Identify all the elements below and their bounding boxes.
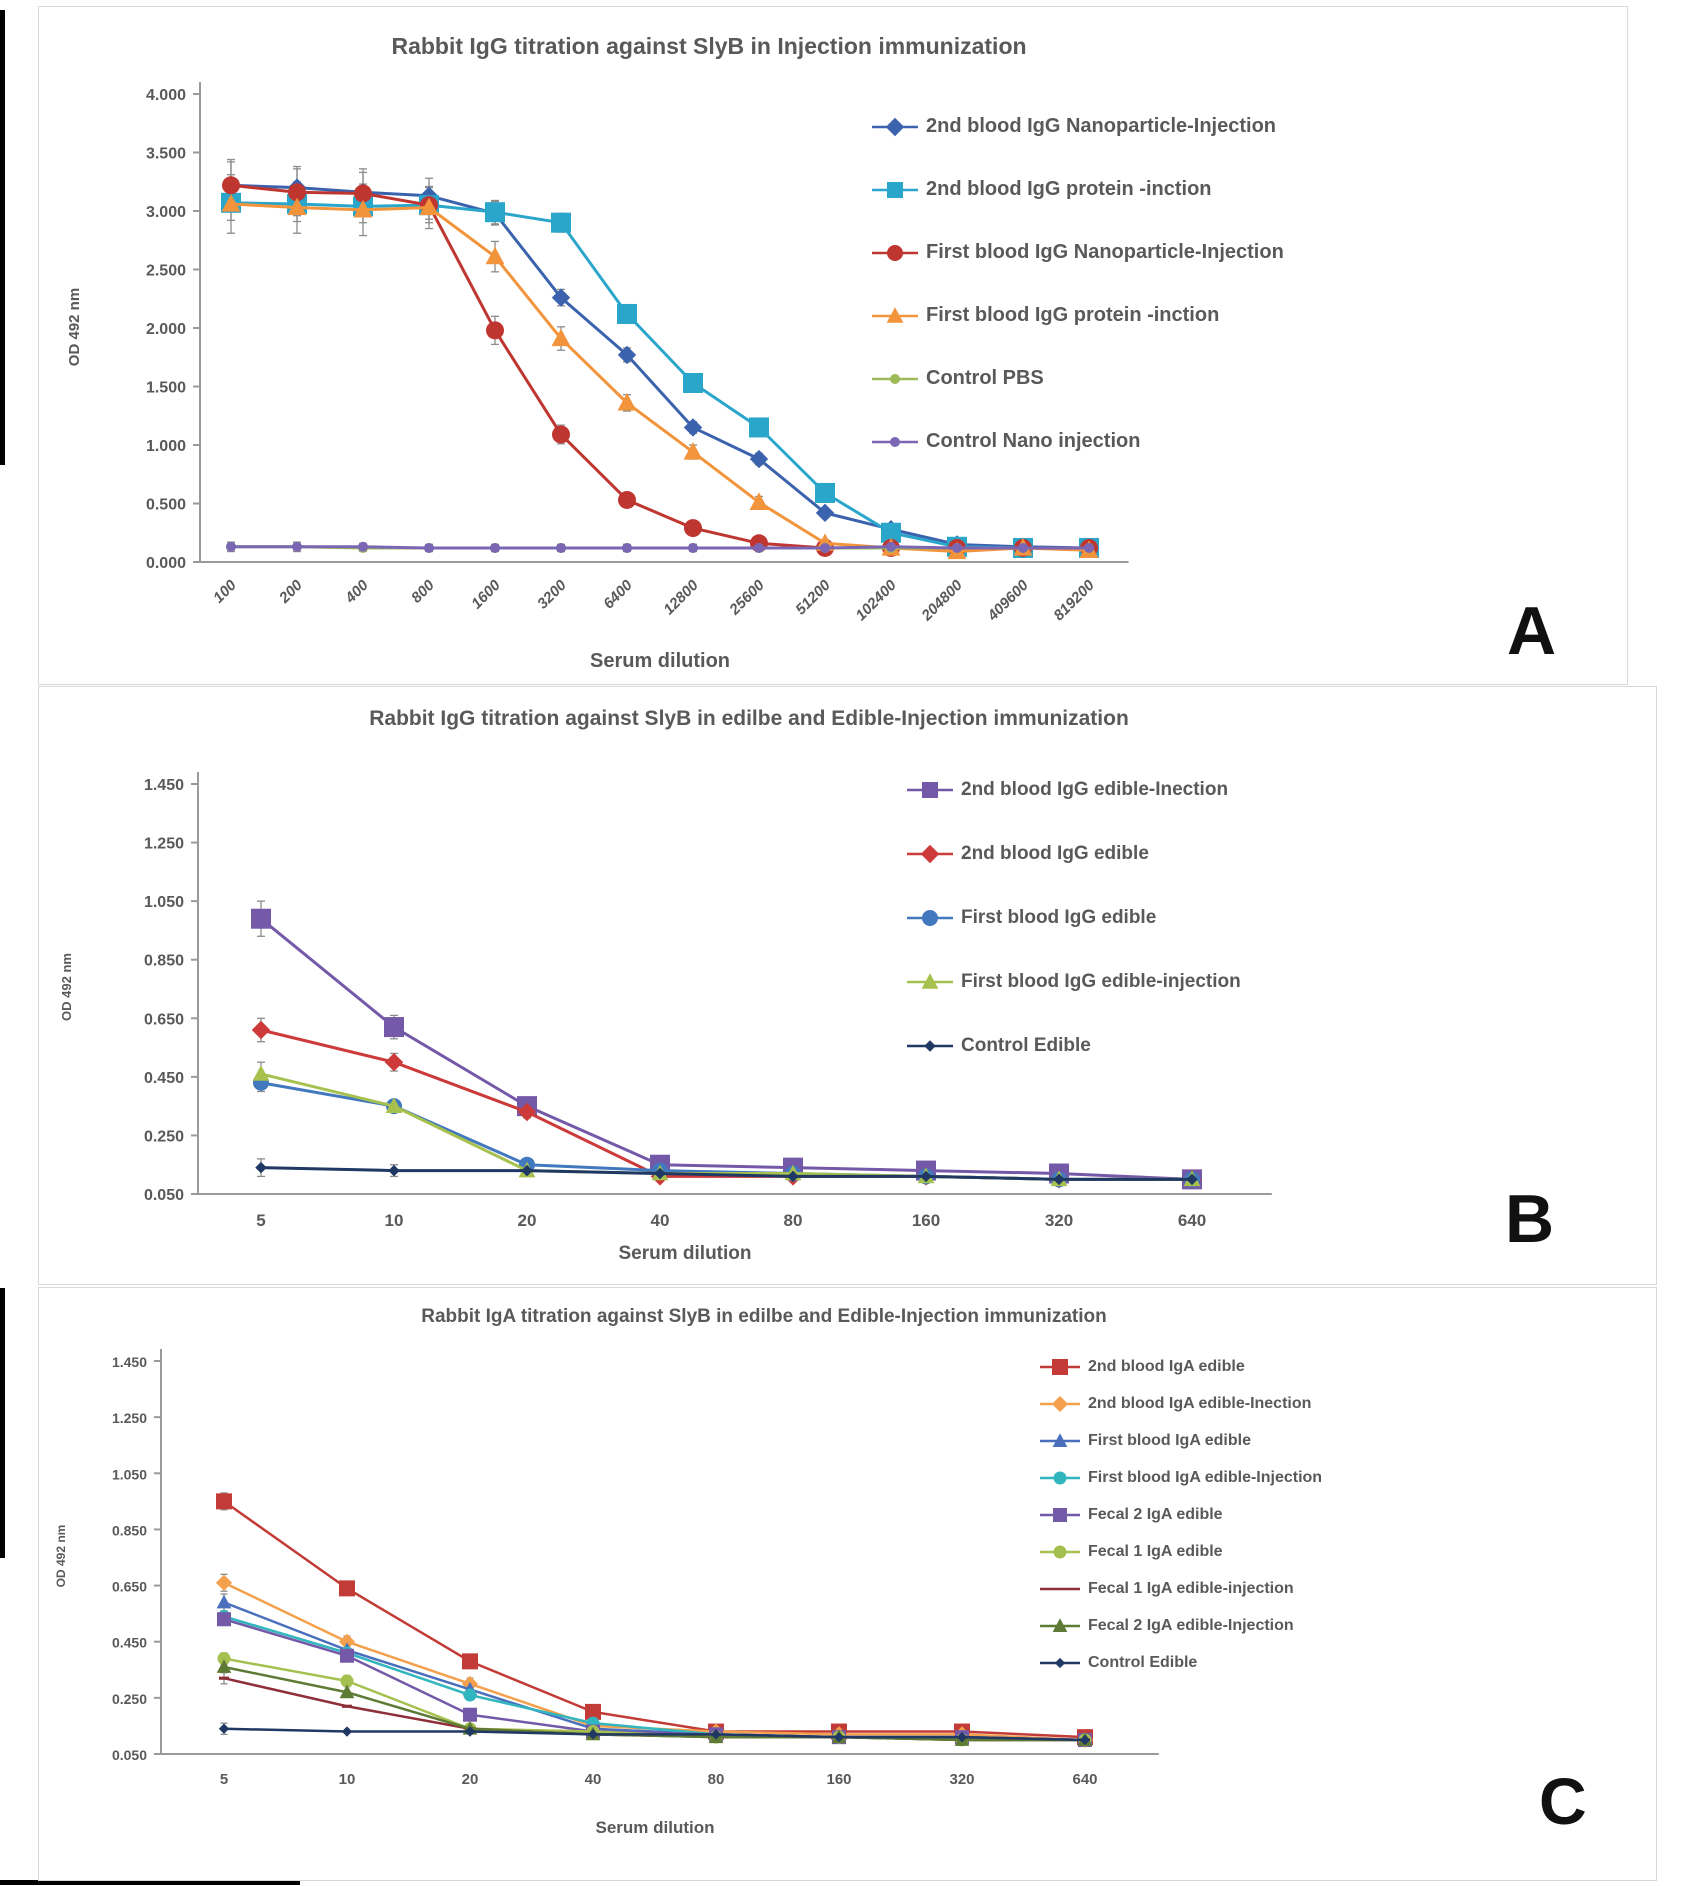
legend-item — [906, 843, 1241, 865]
legend-label: Fecal 2 IgA edible — [1088, 1506, 1223, 1523]
series-marker — [253, 1065, 270, 1081]
chart-c — [39, 1288, 1656, 1885]
legend-label: Control Nano injection — [926, 430, 1141, 452]
legend-item — [1039, 1580, 1322, 1598]
legend-marker-icon — [1039, 1580, 1081, 1598]
y-tick-label: 1.250 — [143, 835, 184, 853]
series-marker — [485, 202, 505, 222]
series-marker — [887, 245, 903, 261]
legend-marker-icon — [1039, 1543, 1081, 1561]
series-marker — [815, 483, 835, 503]
legend-marker-icon — [1039, 1432, 1081, 1450]
series-marker — [924, 1040, 936, 1052]
legend-marker-icon — [871, 242, 919, 264]
series-marker — [750, 492, 769, 510]
panel-c — [38, 1287, 1657, 1881]
series-marker — [424, 543, 434, 553]
y-tick-label: 0.050 — [143, 1187, 184, 1204]
legend-marker-icon — [906, 843, 954, 865]
series-marker — [222, 176, 240, 194]
series-marker — [340, 1649, 354, 1663]
panel-letter-b: B — [1505, 1181, 1555, 1257]
series-marker — [464, 1689, 477, 1702]
x-tick-label: 40 — [650, 1211, 670, 1230]
legend-label: 2nd blood IgG protein -inction — [926, 178, 1212, 200]
chart-a — [39, 7, 1627, 689]
y-tick-label: 3.500 — [145, 145, 186, 163]
x-tick-label: 51200 — [792, 576, 834, 619]
x-tick-label: 80 — [783, 1211, 803, 1230]
legend-marker-icon — [1039, 1395, 1081, 1413]
legend-item — [871, 430, 1284, 453]
chart-b — [39, 687, 1656, 1289]
series-marker — [339, 1580, 355, 1596]
series-marker — [890, 437, 900, 447]
series-marker — [486, 321, 504, 339]
x-tick-label: 3200 — [534, 576, 570, 613]
legend-item — [1039, 1654, 1322, 1672]
series-marker — [684, 442, 703, 460]
series-marker — [622, 543, 632, 553]
legend-item — [906, 907, 1241, 929]
series-marker — [754, 543, 764, 553]
series-marker — [683, 373, 703, 393]
legend-marker-icon — [906, 1035, 954, 1057]
legend-marker-icon — [1039, 1654, 1081, 1672]
legend-item — [906, 971, 1241, 993]
x-tick-label: 204800 — [918, 576, 966, 625]
legend-label: Control Edible — [1088, 1654, 1198, 1671]
y-tick-label: 0.650 — [143, 1011, 184, 1029]
series-marker — [486, 247, 505, 265]
series-marker — [217, 1612, 231, 1626]
legend-label: Fecal 2 IgA edible-Injection — [1088, 1617, 1294, 1634]
series-marker — [921, 845, 939, 863]
series-marker — [354, 184, 372, 202]
x-tick-label: 640 — [1072, 1771, 1098, 1788]
x-tick-label: 25600 — [726, 576, 768, 619]
x-tick-label: 409600 — [984, 576, 1032, 625]
series-marker — [342, 1726, 352, 1736]
x-tick-label: 80 — [707, 1771, 725, 1788]
series-marker — [551, 213, 571, 233]
chart-title-c: Rabbit IgA titration against SlyB in edilbe and Edible-Injection immunization — [421, 1306, 1107, 1327]
x-tick-label: 100 — [210, 576, 240, 607]
legend-marker-icon — [871, 368, 919, 390]
x-tick-label: 200 — [276, 576, 306, 607]
x-tick-label: 10 — [384, 1211, 404, 1230]
series-marker — [1052, 1359, 1068, 1375]
y-tick-label: 1.450 — [143, 777, 184, 794]
x-tick-label: 20 — [517, 1211, 537, 1230]
series-marker — [292, 542, 302, 552]
legend-label: 2nd blood IgA edible — [1088, 1358, 1245, 1375]
y-axis-label: OD 492 nm — [54, 1524, 68, 1588]
series-marker — [749, 417, 769, 437]
series-line — [224, 1602, 1085, 1740]
y-tick-label: 0.500 — [145, 496, 186, 514]
series-marker — [617, 304, 637, 324]
legend-a — [871, 115, 1284, 453]
chart-title-a: Rabbit IgG titration against SlyB in Injection immunization — [391, 33, 1027, 59]
x-tick-label: 160 — [826, 1771, 852, 1788]
x-tick-label: 20 — [461, 1771, 479, 1788]
y-tick-label: 1.050 — [111, 1466, 147, 1483]
series-marker — [384, 1017, 404, 1037]
series-marker — [216, 1575, 232, 1591]
x-tick-label: 10 — [338, 1771, 356, 1788]
legend-item — [871, 367, 1284, 390]
x-tick-label: 102400 — [852, 576, 900, 625]
legend-marker-icon — [1039, 1506, 1081, 1524]
chart-canvas — [39, 1288, 1656, 1880]
series-marker — [385, 1053, 403, 1071]
series-marker — [886, 117, 904, 135]
series-marker — [1055, 1658, 1065, 1668]
legend-item — [1039, 1395, 1322, 1413]
legend-marker-icon — [1039, 1617, 1081, 1635]
x-axis-label: Serum dilution — [595, 1818, 715, 1837]
x-tick-label: 320 — [949, 1771, 975, 1788]
series-marker — [886, 542, 896, 552]
series-marker — [251, 909, 271, 929]
legend-marker-icon — [871, 431, 919, 453]
x-tick-label: 40 — [584, 1771, 602, 1788]
legend-item — [871, 178, 1284, 201]
series-marker — [1054, 1546, 1067, 1559]
legend-item — [1039, 1432, 1322, 1450]
x-tick-label: 640 — [1177, 1211, 1207, 1230]
x-tick-label: 320 — [1044, 1211, 1074, 1230]
legend-label: Control Edible — [961, 1035, 1091, 1056]
legend-item — [1039, 1358, 1322, 1376]
y-tick-label: 4.000 — [145, 87, 186, 104]
y-tick-label: 3.000 — [145, 204, 186, 221]
series-marker — [1054, 1472, 1067, 1485]
y-tick-label: 0.050 — [111, 1747, 147, 1763]
series-marker — [922, 782, 938, 798]
legend-marker-icon — [906, 779, 954, 801]
legend-label: 2nd blood IgG Nanoparticle-Injection — [926, 115, 1277, 137]
legend-label: 2nd blood IgG edible — [961, 843, 1149, 864]
series-marker — [552, 425, 570, 443]
y-tick-label: 0.450 — [143, 1069, 184, 1087]
series-marker — [252, 1021, 270, 1039]
x-tick-label: 1600 — [468, 576, 504, 613]
y-tick-label: 0.850 — [111, 1522, 147, 1539]
series-marker — [255, 1162, 267, 1174]
legend-item — [871, 241, 1284, 264]
series-marker — [618, 491, 636, 509]
chart-canvas — [39, 7, 1627, 684]
legend-item — [1039, 1543, 1322, 1561]
y-tick-label: 0.250 — [143, 1128, 184, 1146]
x-tick-label: 5 — [256, 1211, 266, 1230]
y-tick-label: 0.250 — [111, 1690, 147, 1707]
legend-item — [871, 115, 1284, 138]
y-tick-label: 1.500 — [145, 379, 186, 397]
series-marker — [887, 182, 903, 198]
legend-marker-icon — [906, 907, 954, 929]
series-marker — [463, 1708, 477, 1722]
series-marker — [1052, 1396, 1068, 1412]
series-marker — [490, 543, 500, 553]
legend-marker-icon — [871, 116, 919, 138]
legend-b — [906, 779, 1241, 1057]
legend-label: Fecal 1 IgA edible-injection — [1088, 1580, 1294, 1597]
x-tick-label: 6400 — [600, 576, 636, 613]
legend-label: First blood IgG edible — [961, 907, 1157, 928]
legend-item — [1039, 1469, 1322, 1487]
chart-title-b: Rabbit IgG titration against SlyB in edilbe and Edible-Injection immunization — [369, 707, 1129, 730]
series-marker — [1084, 543, 1094, 553]
y-tick-label: 2.000 — [145, 321, 186, 338]
x-tick-label: 819200 — [1050, 576, 1098, 625]
series-marker — [688, 543, 698, 553]
series-marker — [219, 1677, 229, 1680]
x-tick-label: 160 — [911, 1211, 941, 1230]
y-tick-label: 2.500 — [145, 262, 186, 280]
legend-item — [906, 1035, 1241, 1057]
series-marker — [388, 1165, 400, 1177]
legend-label: First blood IgA edible — [1088, 1432, 1251, 1449]
series-marker — [684, 519, 702, 537]
x-tick-label: 5 — [219, 1771, 229, 1788]
legend-label: 2nd blood IgA edible-Inection — [1088, 1395, 1312, 1412]
series-marker — [820, 543, 830, 553]
x-axis-label: Serum dilution — [618, 1243, 752, 1264]
scan-artifact-left-top — [0, 10, 5, 465]
series-marker — [556, 543, 566, 553]
x-axis-label: Serum dilution — [590, 650, 730, 672]
x-tick-label: 400 — [342, 576, 372, 607]
series-marker — [342, 1705, 352, 1708]
legend-label: 2nd blood IgG edible-Inection — [961, 779, 1229, 800]
series-marker — [952, 543, 962, 553]
legend-c — [1039, 1358, 1322, 1672]
y-tick-label: 0.650 — [111, 1578, 147, 1595]
chart-canvas — [39, 687, 1656, 1284]
legend-item — [1039, 1506, 1322, 1524]
series-marker — [358, 542, 368, 552]
series-marker — [890, 374, 900, 384]
series-marker — [217, 1595, 232, 1609]
legend-item — [906, 779, 1241, 801]
legend-marker-icon — [871, 305, 919, 327]
legend-label: Fecal 1 IgA edible — [1088, 1543, 1223, 1560]
legend-label: First blood IgG protein -inction — [926, 304, 1220, 326]
scan-artifact-left-mid — [0, 1288, 5, 1558]
y-tick-label: 1.000 — [145, 438, 186, 455]
legend-item — [871, 304, 1284, 327]
series-marker — [219, 1724, 229, 1734]
series-marker — [216, 1493, 232, 1509]
legend-item — [1039, 1617, 1322, 1635]
legend-label: First blood IgG edible-injection — [961, 971, 1241, 992]
series-marker — [462, 1653, 478, 1669]
panel-b — [38, 686, 1657, 1285]
y-tick-label: 0.000 — [145, 555, 186, 572]
legend-marker-icon — [906, 971, 954, 993]
series-line — [224, 1501, 1085, 1737]
x-tick-label: 800 — [408, 576, 438, 607]
panel-a — [38, 6, 1628, 685]
panel-letter-c: C — [1539, 1764, 1587, 1838]
legend-marker-icon — [1039, 1469, 1081, 1487]
y-tick-label: 1.450 — [111, 1354, 147, 1370]
y-tick-label: 1.250 — [111, 1410, 147, 1427]
legend-marker-icon — [1039, 1358, 1081, 1376]
legend-label: Control PBS — [926, 367, 1044, 389]
y-tick-label: 0.450 — [111, 1634, 147, 1651]
x-tick-label: 12800 — [660, 576, 702, 619]
y-tick-label: 1.050 — [143, 894, 184, 912]
panel-letter-a: A — [1507, 593, 1557, 669]
legend-label: First blood IgA edible-Injection — [1088, 1469, 1323, 1486]
series-marker — [226, 542, 236, 552]
y-axis-label: OD 492 nm — [66, 287, 83, 367]
legend-label: First blood IgG Nanoparticle-Injection — [926, 241, 1284, 263]
series-marker — [1053, 1508, 1067, 1522]
legend-marker-icon — [871, 179, 919, 201]
series-marker — [922, 910, 938, 926]
y-tick-label: 0.850 — [143, 952, 184, 970]
series-marker — [1018, 543, 1028, 553]
y-axis-label: OD 492 nm — [59, 953, 74, 1021]
